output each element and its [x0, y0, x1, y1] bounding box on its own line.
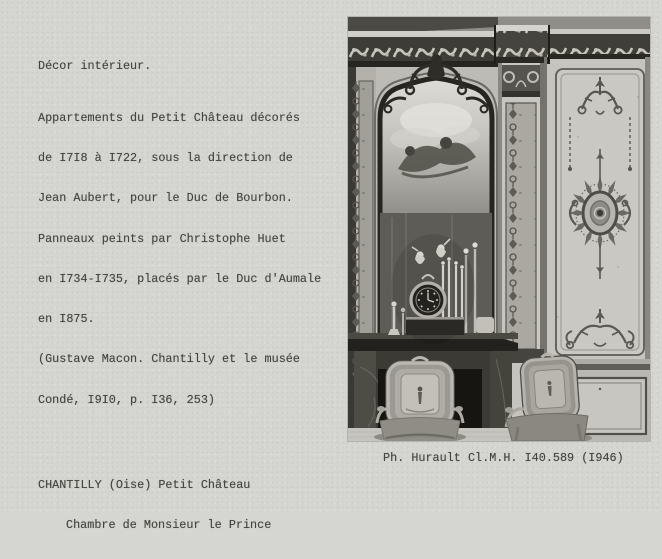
note-line: (Gustave Macon. Chantilly et le musée: [38, 352, 300, 367]
note-line: en I875.: [38, 312, 95, 327]
note-line: en I734-I735, placés par le Duc d'Aumale: [38, 271, 322, 286]
note-line: Panneaux peints par Christophe Huet: [38, 231, 286, 246]
note-line: Appartements du Petit Château décorés: [38, 111, 300, 126]
photo-credit: Ph. Hurault Cl.M.H. I40.589 (I946): [383, 451, 624, 465]
note-line: Condé, I9I0, p. I36, 253): [38, 392, 215, 407]
mantel-casket: [476, 317, 494, 333]
caption: [38, 452, 271, 559]
caption-line-2: Chambre de Monsieur le Prince: [66, 518, 272, 533]
note-heading: Décor intérieur.: [38, 58, 152, 73]
note-line: de I7I8 à I722, sous la direction de: [38, 151, 293, 166]
photograph-rendering: [348, 17, 650, 441]
caption-line-1: CHANTILLY (Oise) Petit Château: [38, 477, 251, 492]
cornice-projection: [494, 25, 550, 64]
pilaster-capital: [502, 65, 540, 91]
photograph: [348, 17, 650, 441]
typed-note: [38, 33, 321, 434]
note-line: Jean Aubert, pour le Duc de Bourbon.: [38, 191, 293, 206]
armchair-left: [374, 358, 466, 442]
pilaster: [498, 63, 544, 363]
